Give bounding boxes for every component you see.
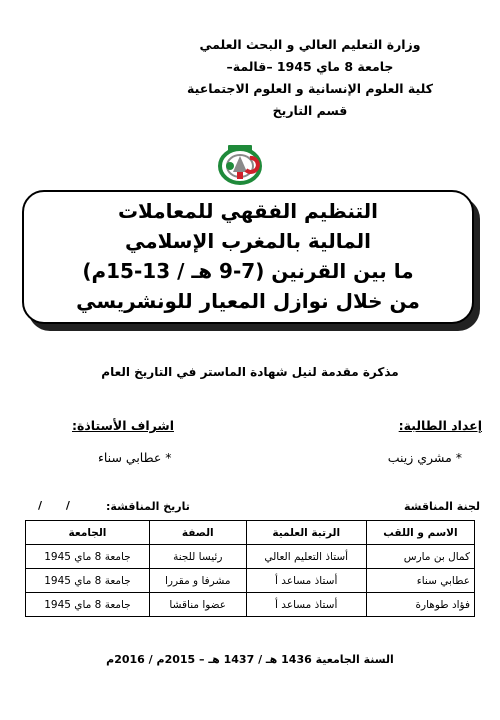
university-name: جامعة 8 ماي 1945 –قالمة– <box>226 59 394 74</box>
title-line-2: المالية بالمغرب الإسلامي <box>125 229 371 253</box>
title-line-4: من خلال نوازل المعيار للونشريسي <box>76 289 420 313</box>
thesis-title-box <box>22 190 474 324</box>
member-name: كمال بن مارس <box>366 545 474 569</box>
student-name: * مشري زينب <box>387 450 462 465</box>
academic-year: السنة الجامعية 1436 هـ / 1437 هـ – 2015م / 2016م <box>106 653 394 666</box>
member-rank: أستاذ مساعد أ <box>246 593 366 617</box>
member-role: عضوا مناقشا <box>149 593 246 617</box>
member-rank: أستاذ التعليم العالي <box>246 545 366 569</box>
institution-header <box>160 34 460 122</box>
member-university: جامعة 8 ماي 1945 <box>26 569 150 593</box>
ministry-name: وزارة التعليم العالي و البحث العلمي <box>199 37 421 52</box>
header-role: الصفة <box>149 521 246 545</box>
department-name: قسم التاريخ <box>272 103 348 118</box>
member-name: فؤاد طوهارة <box>366 593 474 617</box>
supervisor-label: اشراف الأستاذة: <box>72 418 174 433</box>
member-rank: أستاذ مساعد أ <box>246 569 366 593</box>
thesis-subtitle: مذكرة مقدمة لنيل شهادة الماستر في التاريخ العام <box>101 365 399 379</box>
header-name: الاسم و اللقب <box>366 521 474 545</box>
prepared-by-label: إعداد الطالبة: <box>398 418 482 433</box>
table-row <box>26 593 475 617</box>
defense-date-label: تاريخ المناقشة: <box>106 500 190 513</box>
supervisor-name: * عطابي سناء <box>98 450 172 465</box>
committee-label: لجنة المناقشة <box>403 500 480 513</box>
member-university: جامعة 8 ماي 1945 <box>26 593 150 617</box>
member-university: جامعة 8 ماي 1945 <box>26 545 150 569</box>
faculty-name: كلية العلوم الإنسانية و العلوم الاجتماعية <box>187 81 433 96</box>
member-name: عطابي سناء <box>366 569 474 593</box>
table-row <box>26 545 475 569</box>
header-university: الجامعة <box>26 521 150 545</box>
member-role: مشرفا و مقررا <box>149 569 246 593</box>
header-rank: الرتبة العلمية <box>246 521 366 545</box>
title-line-1: التنظيم الفقهي للمعاملات <box>117 199 379 223</box>
committee-table <box>25 520 475 617</box>
university-emblem-icon <box>216 142 264 186</box>
title-line-3: ما بين القرنين (7-9 هـ / 13-15م) <box>82 259 414 283</box>
table-row <box>26 569 475 593</box>
table-header-row <box>26 521 475 545</box>
defense-date-value: / / <box>38 499 80 512</box>
member-role: رئيسا للجنة <box>149 545 246 569</box>
